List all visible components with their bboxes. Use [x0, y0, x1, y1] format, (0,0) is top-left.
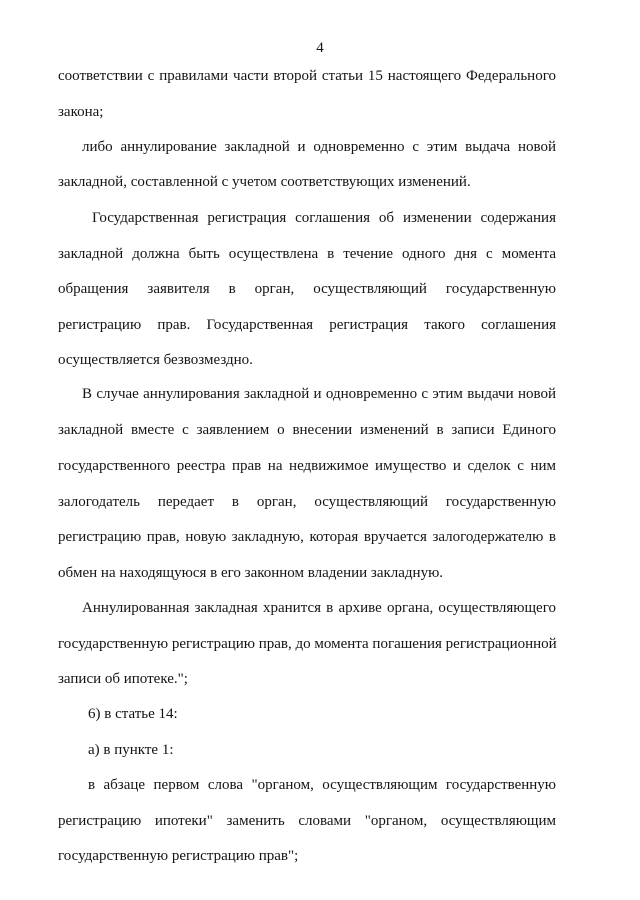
text-line: закладной должна быть осуществлена в течение одного дня с момента — [58, 246, 556, 262]
text-line: 6) в статье 14: — [88, 706, 178, 722]
text-line: осуществляется безвозмездно. — [58, 352, 253, 368]
text-line: а) в пункте 1: — [88, 742, 174, 758]
text-line: либо аннулирование закладной и одновременно с этим выдача новой — [82, 139, 556, 155]
text-line: Государственная регистрация соглашения об изменении содержания — [92, 210, 556, 226]
text-line: государственную регистрацию прав, до момента погашения регистрационной — [58, 636, 557, 652]
text-line: закона; — [58, 104, 104, 120]
text-line: обращения заявителя в орган, осуществляющий государственную — [58, 281, 556, 297]
text-line: соответствии с правилами части второй статьи 15 настоящего Федерального — [58, 68, 556, 84]
text-line: регистрацию прав. Государственная регистрация такого соглашения — [58, 317, 556, 333]
page-number: 4 — [316, 40, 324, 56]
text-line: В случае аннулирования закладной и одновременно с этим выдачи новой — [82, 386, 556, 402]
text-line: регистрацию ипотеки" заменить словами "органом, осуществляющим — [58, 813, 556, 829]
text-line: государственного реестра прав на недвижимое имущество и сделок с ним — [58, 458, 556, 474]
text-line: регистрацию прав, новую закладную, которая вручается залогодержателю в — [58, 529, 556, 545]
text-line: записи об ипотеке."; — [58, 671, 188, 687]
text-line: закладной вместе с заявлением о внесении изменений в записи Единого — [58, 422, 556, 438]
text-line: обмен на находящуюся в его законном владении закладную. — [58, 565, 444, 581]
text-line: закладной, составленной с учетом соответствующих изменений. — [58, 174, 471, 190]
text-line: государственную регистрацию прав"; — [58, 848, 299, 864]
text-line: залогодатель передает в орган, осуществляющий государственную — [58, 494, 556, 510]
text-line: Аннулированная закладная хранится в архиве органа, осуществляющего — [82, 600, 556, 616]
text-line: в абзаце первом слова "органом, осуществляющим государственную — [88, 777, 556, 793]
